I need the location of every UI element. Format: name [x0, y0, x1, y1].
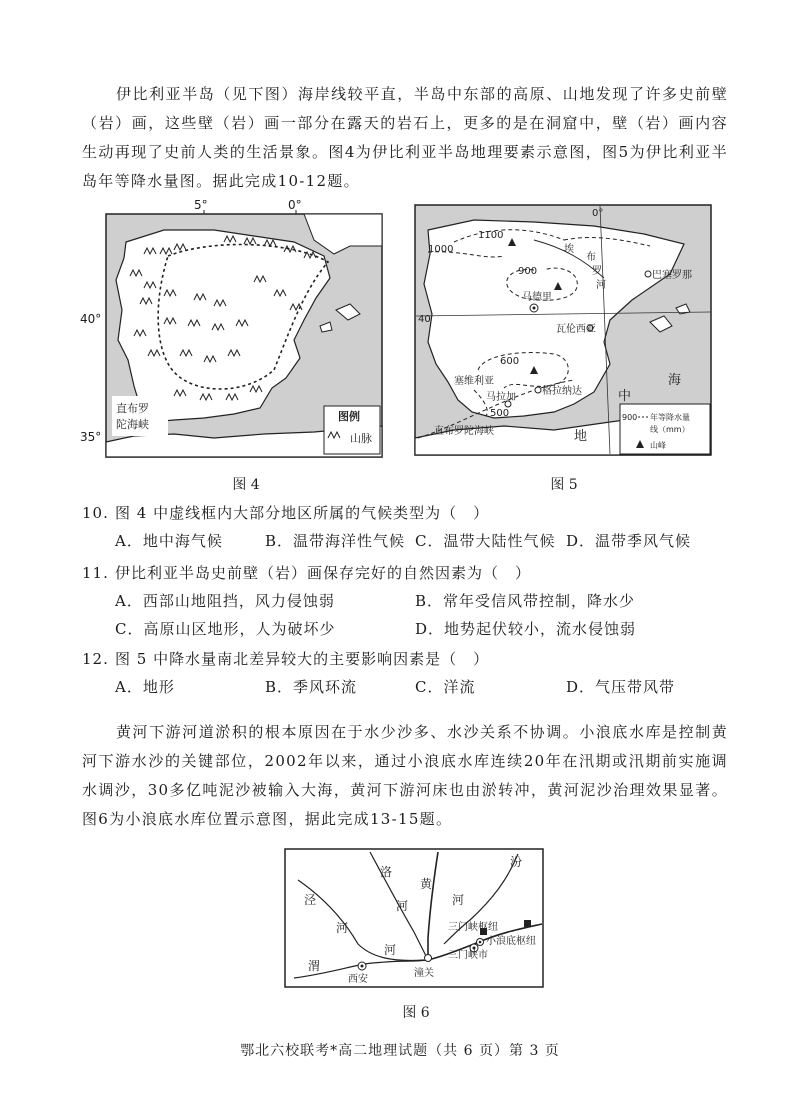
- figure-4-caption: 图 4: [232, 477, 260, 493]
- iso-1100: 1100: [478, 230, 504, 241]
- city-valencia: 瓦伦西亚: [556, 324, 596, 335]
- xiaolangdi-hub-label: 小浪底枢纽: [486, 936, 536, 947]
- city-madrid: 马德里: [522, 292, 552, 303]
- fig4-lat-35: 35°: [80, 430, 102, 444]
- river-ebro-1: 埃: [564, 244, 574, 255]
- sea-char-1: 地: [574, 429, 588, 444]
- question-11: [82, 562, 531, 583]
- fig5-strait: 直布罗陀海峡: [434, 426, 494, 437]
- river-ebro-3: 罗: [592, 266, 602, 277]
- fig5-lat-40: 40: [418, 314, 431, 325]
- question-stem: 图 5 中降水量南北差异较大的主要影响因素是（ ）: [115, 650, 490, 668]
- legend-iso-text-1: 年等降水量: [650, 413, 690, 422]
- q12-option-c[interactable]: C．洋流: [415, 678, 476, 696]
- huang-river-label-1: 黄: [420, 877, 433, 891]
- iso-1000: 1000: [428, 244, 454, 255]
- fig4-strait-label-2: 陀海峡: [116, 418, 149, 431]
- q10-option-a[interactable]: A．地中海气候: [115, 532, 223, 550]
- figure-5-caption: 图 5: [550, 477, 578, 493]
- luo-river-label-1: 洛: [380, 865, 393, 879]
- fig4-legend-mountain: 山脉: [350, 432, 372, 445]
- river-ebro-2: 布: [586, 252, 596, 263]
- fig4-lon-0: 0°: [288, 200, 302, 212]
- fen-river-label: 汾: [510, 855, 523, 869]
- question-stem: 图 4 中虚线框内大部分地区所属的气候类型为（ ）: [115, 504, 490, 522]
- figure-6-caption: 图 6: [402, 1005, 430, 1021]
- tongguan-label: 潼关: [414, 968, 434, 979]
- city-barcelona: 巴塞罗那: [652, 270, 692, 281]
- legend-iso-text-2: 线（mm）: [650, 425, 690, 434]
- intro-paragraph-iberia: 伊比利亚半岛（见下图）海岸线较平直，半岛中东部的高原、山地发现了许多史前壁（岩）画，这些壁（岩）画一部分在露天的岩石上，更多的是在洞窟中，壁（岩）画内容生动再现了史前人类的生活景象。图4为伊比利亚半岛地理要素示意图，图5为伊比利亚半岛年等降水量图。据此完成10-12题。: [82, 85, 728, 190]
- iso-600: 600: [500, 356, 520, 367]
- question-10: [82, 502, 489, 523]
- q10-option-c[interactable]: C．温带大陆性气候: [415, 532, 556, 550]
- jing-river-label-2: 河: [336, 921, 349, 935]
- q12-option-d[interactable]: D．气压带风带: [566, 678, 676, 696]
- city-granada: 格拉纳达: [542, 386, 582, 397]
- wei-river-label: 渭: [308, 959, 321, 973]
- city-malaga: 马拉加: [486, 392, 516, 403]
- river-ebro-4: 河: [596, 280, 606, 291]
- jing-river-label-1: 泾: [304, 893, 317, 907]
- sea-char-3: 海: [668, 373, 682, 388]
- page-footer: 鄂北六校联考*高二地理试题（共 6 页）第 3 页: [240, 1043, 560, 1059]
- fig4-legend: [324, 406, 380, 454]
- fig4-legend-title: 图例: [338, 410, 360, 423]
- q12-option-a[interactable]: A．地形: [115, 678, 175, 696]
- iso-900: 900: [518, 266, 538, 277]
- xian-label: 西安: [348, 974, 368, 985]
- q11-option-d[interactable]: D．地势起伏较小，流水侵蚀弱: [415, 620, 637, 638]
- city-seville: 塞维利亚: [454, 376, 494, 387]
- fig4-lat-40: 40°: [80, 312, 102, 326]
- he-label: 河: [384, 943, 397, 957]
- q10-option-b[interactable]: B．温带海洋性气候: [265, 532, 406, 550]
- question-stem: 伊比利亚半岛史前壁（岩）画保存完好的自然因素为（ ）: [115, 564, 532, 582]
- q11-option-b[interactable]: B．常年受信风带控制，降水少: [415, 592, 636, 610]
- q11-option-a[interactable]: A．西部山地阻挡，风力侵蚀弱: [115, 592, 335, 610]
- iso-500: 500: [490, 408, 510, 419]
- fig4-lon-5: 5°: [194, 200, 208, 212]
- question-12: [82, 648, 489, 669]
- huang-river-label-2: 河: [452, 893, 465, 907]
- question-number: 10.: [82, 504, 109, 522]
- sanmenxia-hub-label: 三门峡枢纽: [448, 922, 498, 933]
- figure-6-map: [284, 848, 546, 990]
- legend-iso-value: 900: [622, 413, 638, 422]
- xiaolangdi-hub-marker: [524, 920, 531, 927]
- q10-option-d[interactable]: D．温带季风气候: [566, 532, 692, 550]
- sanmenxia-city-label: 三门峡市: [448, 950, 488, 961]
- legend-peak-text: 山峰: [650, 441, 666, 450]
- fig5-lon-0: 0°: [592, 208, 604, 219]
- fig5-legend: [620, 404, 710, 454]
- fig4-strait-label-1: 直布罗: [116, 402, 149, 415]
- q11-option-c[interactable]: C．高原山区地形，人为破坏少: [115, 620, 336, 638]
- intro-paragraph-yellow-river: 黄河下游河道淤积的根本原因在于水少沙多、水沙关系不协调。小浪底水库是控制黄河下游水沙的关键部位，2002年以来，通过小浪底水库连续20年在汛期或汛期前实施调水调沙，30多亿吨泥沙被输入大海，黄河下游河床也由淤转冲，黄河泥沙治理效果显著。图6为小浪底水库位置示意图，据此完成13-15题。: [82, 723, 728, 828]
- luo-river-label-2: 河: [396, 899, 409, 913]
- figure-5-map: [414, 204, 714, 458]
- question-number: 12.: [82, 650, 109, 668]
- figure-4-map: [80, 200, 394, 465]
- sea-char-2: 中: [618, 389, 632, 404]
- q12-option-b[interactable]: B．季风环流: [265, 678, 358, 696]
- question-number: 11.: [82, 564, 109, 582]
